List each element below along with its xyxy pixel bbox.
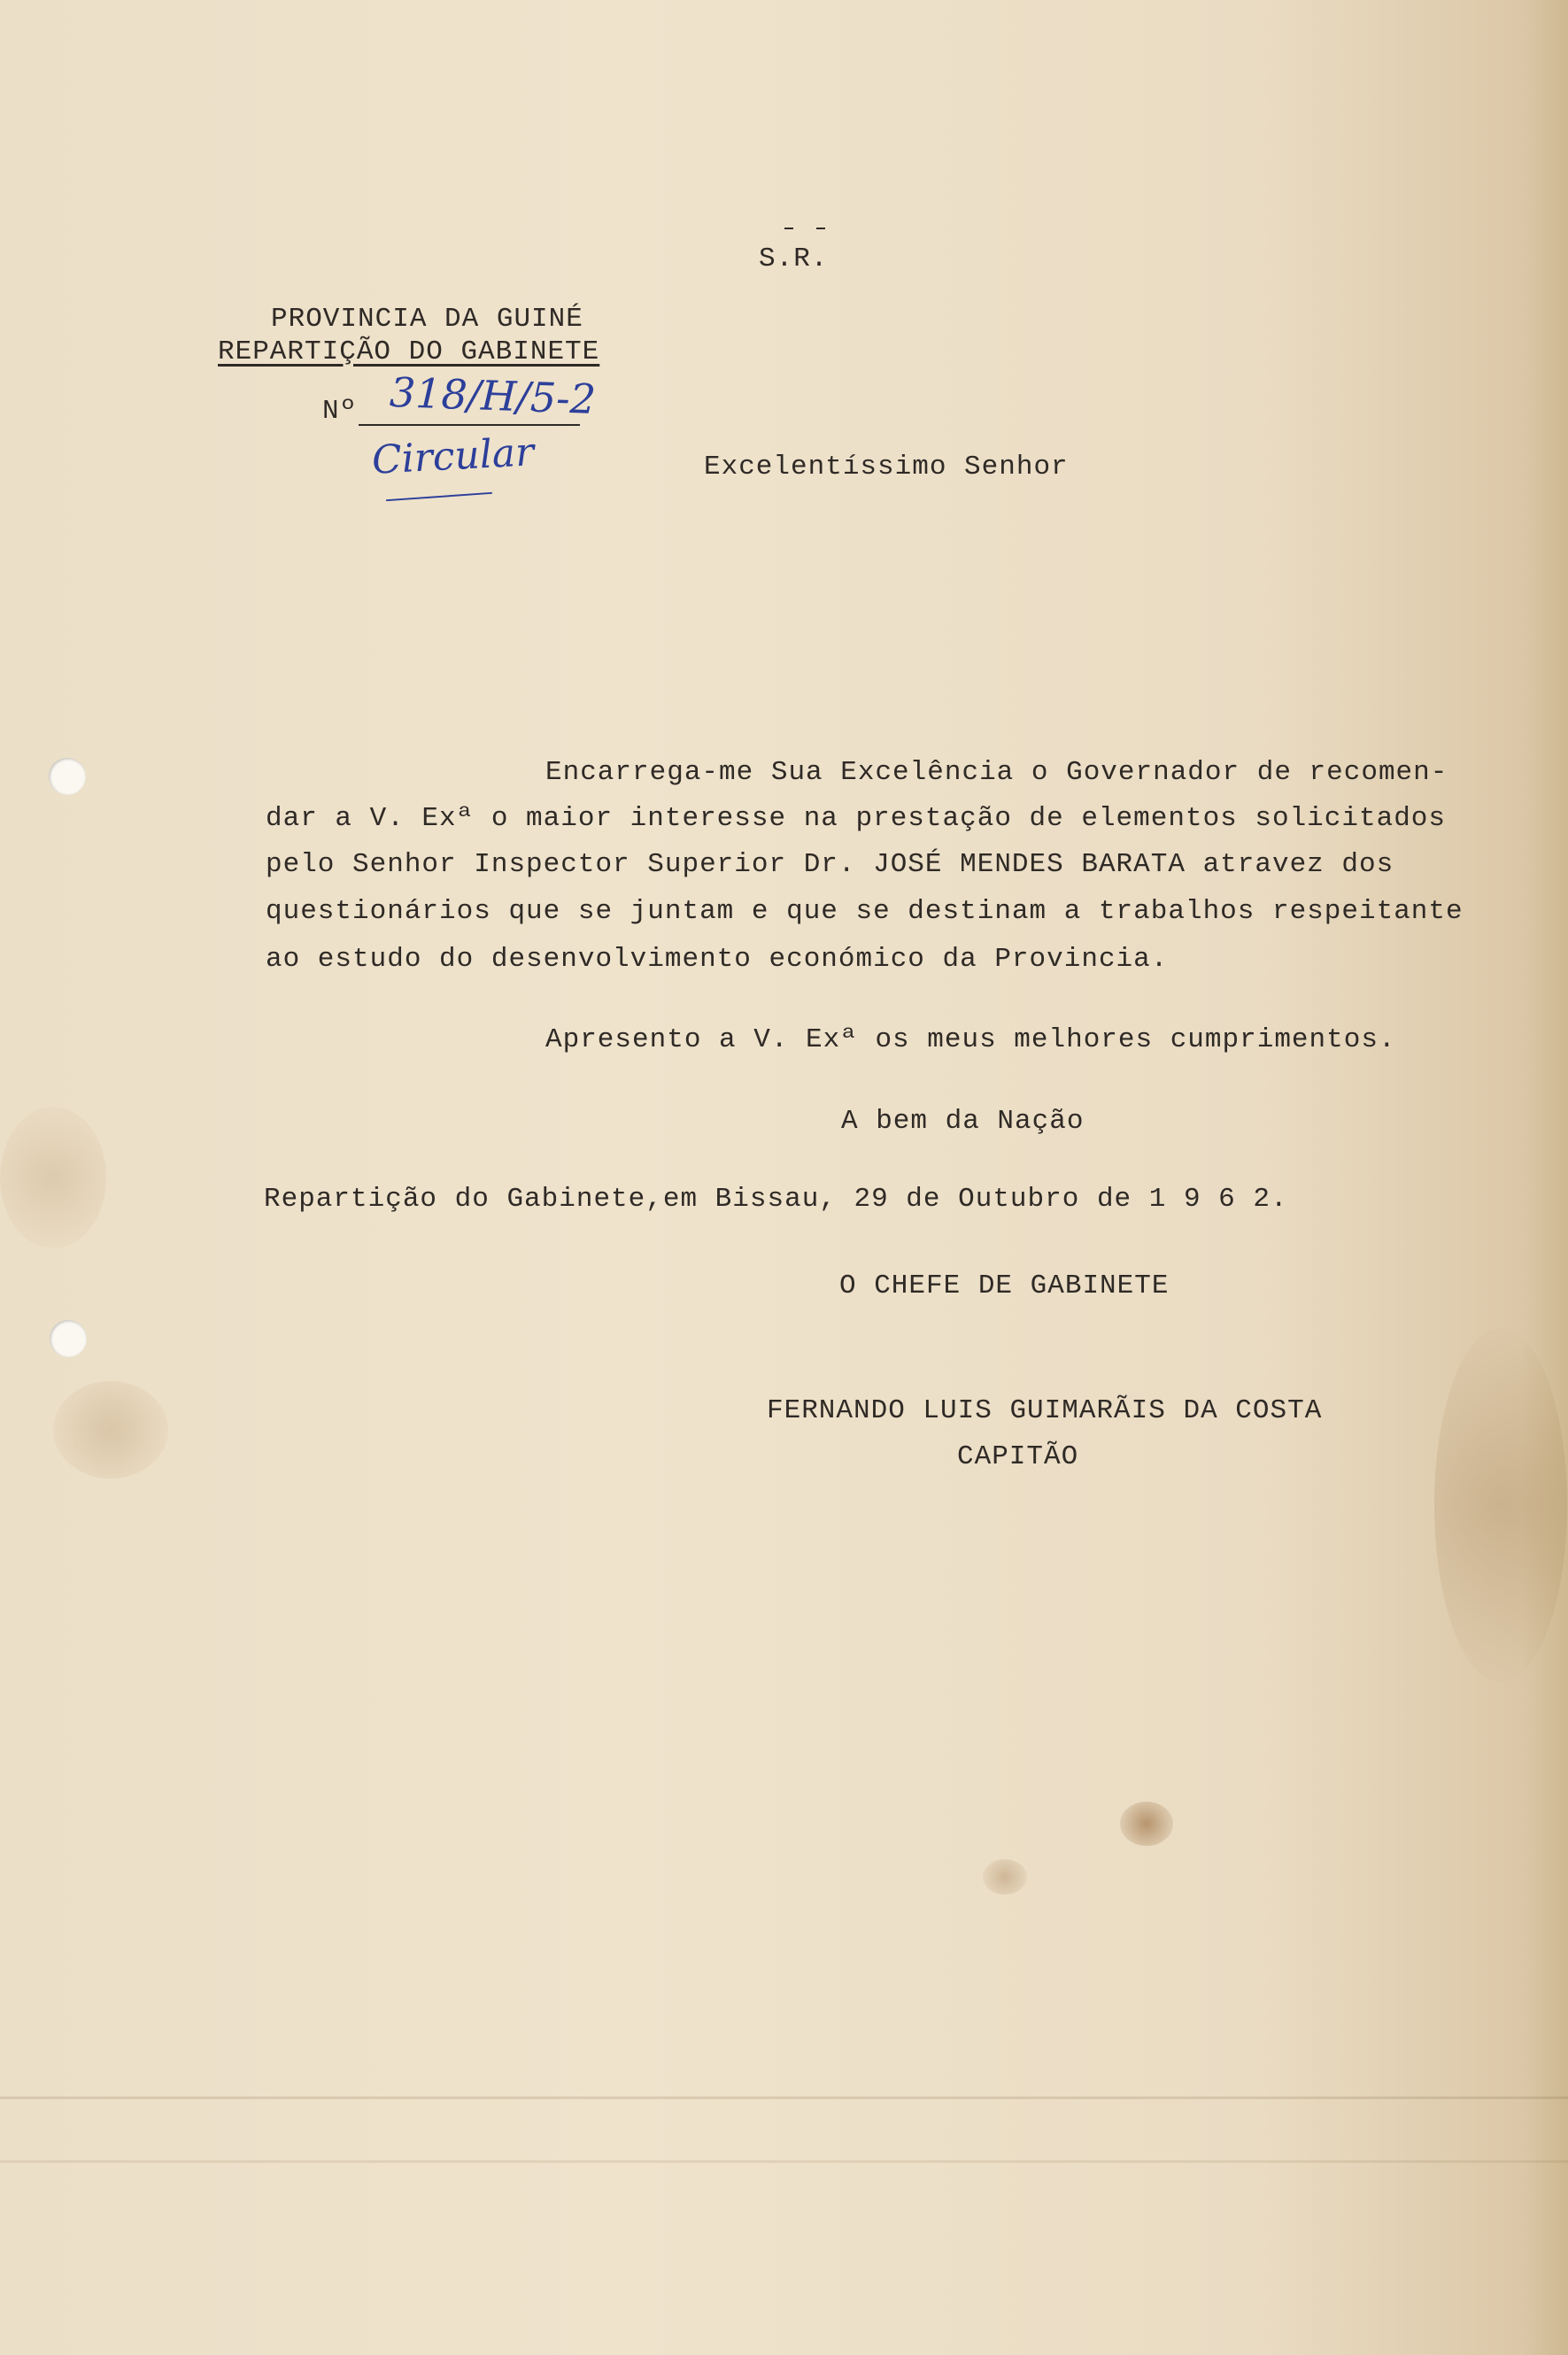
place-and-date: Repartição do Gabinete,em Bissau, 29 de Outubro de 1 9 6 2. xyxy=(264,1184,1288,1215)
paper-fold xyxy=(0,2160,1568,2163)
motto: A bem da Nação xyxy=(841,1106,1085,1137)
header-mark: S.R. xyxy=(759,243,829,274)
letterhead-department: REPARTIÇÃO DO GABINETE xyxy=(218,336,600,367)
body-line: Encarrega-me Sua Excelência o Governador de recomen- xyxy=(545,757,1448,788)
signatory-title: O CHEFE DE GABINETE xyxy=(839,1270,1170,1301)
body-line: ao estudo do desenvolvimento económico da Provincia. xyxy=(266,944,1169,975)
typed-dash xyxy=(816,228,825,229)
handwritten-underline xyxy=(386,492,492,501)
body-line: dar a V. Exª o maior interesse na prestação de elementos solicitados xyxy=(266,803,1447,834)
body-line: pelo Senhor Inspector Superior Dr. JOSÉ MENDES BARATA atravez dos xyxy=(266,849,1394,880)
punch-hole xyxy=(50,1320,87,1357)
paper-stain xyxy=(53,1381,168,1479)
handwritten-reference-number: 318/H/5-2 xyxy=(389,367,597,424)
body-line: questionários que se juntam e que se destinam a trabalhos respeitante xyxy=(266,896,1464,927)
handwritten-circular-note: Circular xyxy=(370,429,536,483)
reference-number-label: Nº xyxy=(322,396,358,427)
punch-hole xyxy=(49,758,86,795)
paper-stain xyxy=(983,1859,1027,1895)
reference-number-line xyxy=(359,424,580,426)
signatory-name: FERNANDO LUIS GUIMARÃIS DA COSTA xyxy=(767,1395,1323,1426)
paper-stain xyxy=(1434,1328,1567,1682)
paper-fold xyxy=(0,2096,1568,2099)
salutation: Excelentíssimo Senhor xyxy=(704,452,1069,483)
typed-dash xyxy=(784,228,793,229)
letterhead-province: PROVINCIA DA GUINÉ xyxy=(271,304,583,335)
closing-line: Apresento a V. Exª os meus melhores cumprimentos. xyxy=(545,1024,1396,1055)
signatory-rank: CAPITÃO xyxy=(957,1441,1079,1472)
paper-stain xyxy=(0,1107,106,1248)
paper-stain xyxy=(1120,1802,1173,1846)
